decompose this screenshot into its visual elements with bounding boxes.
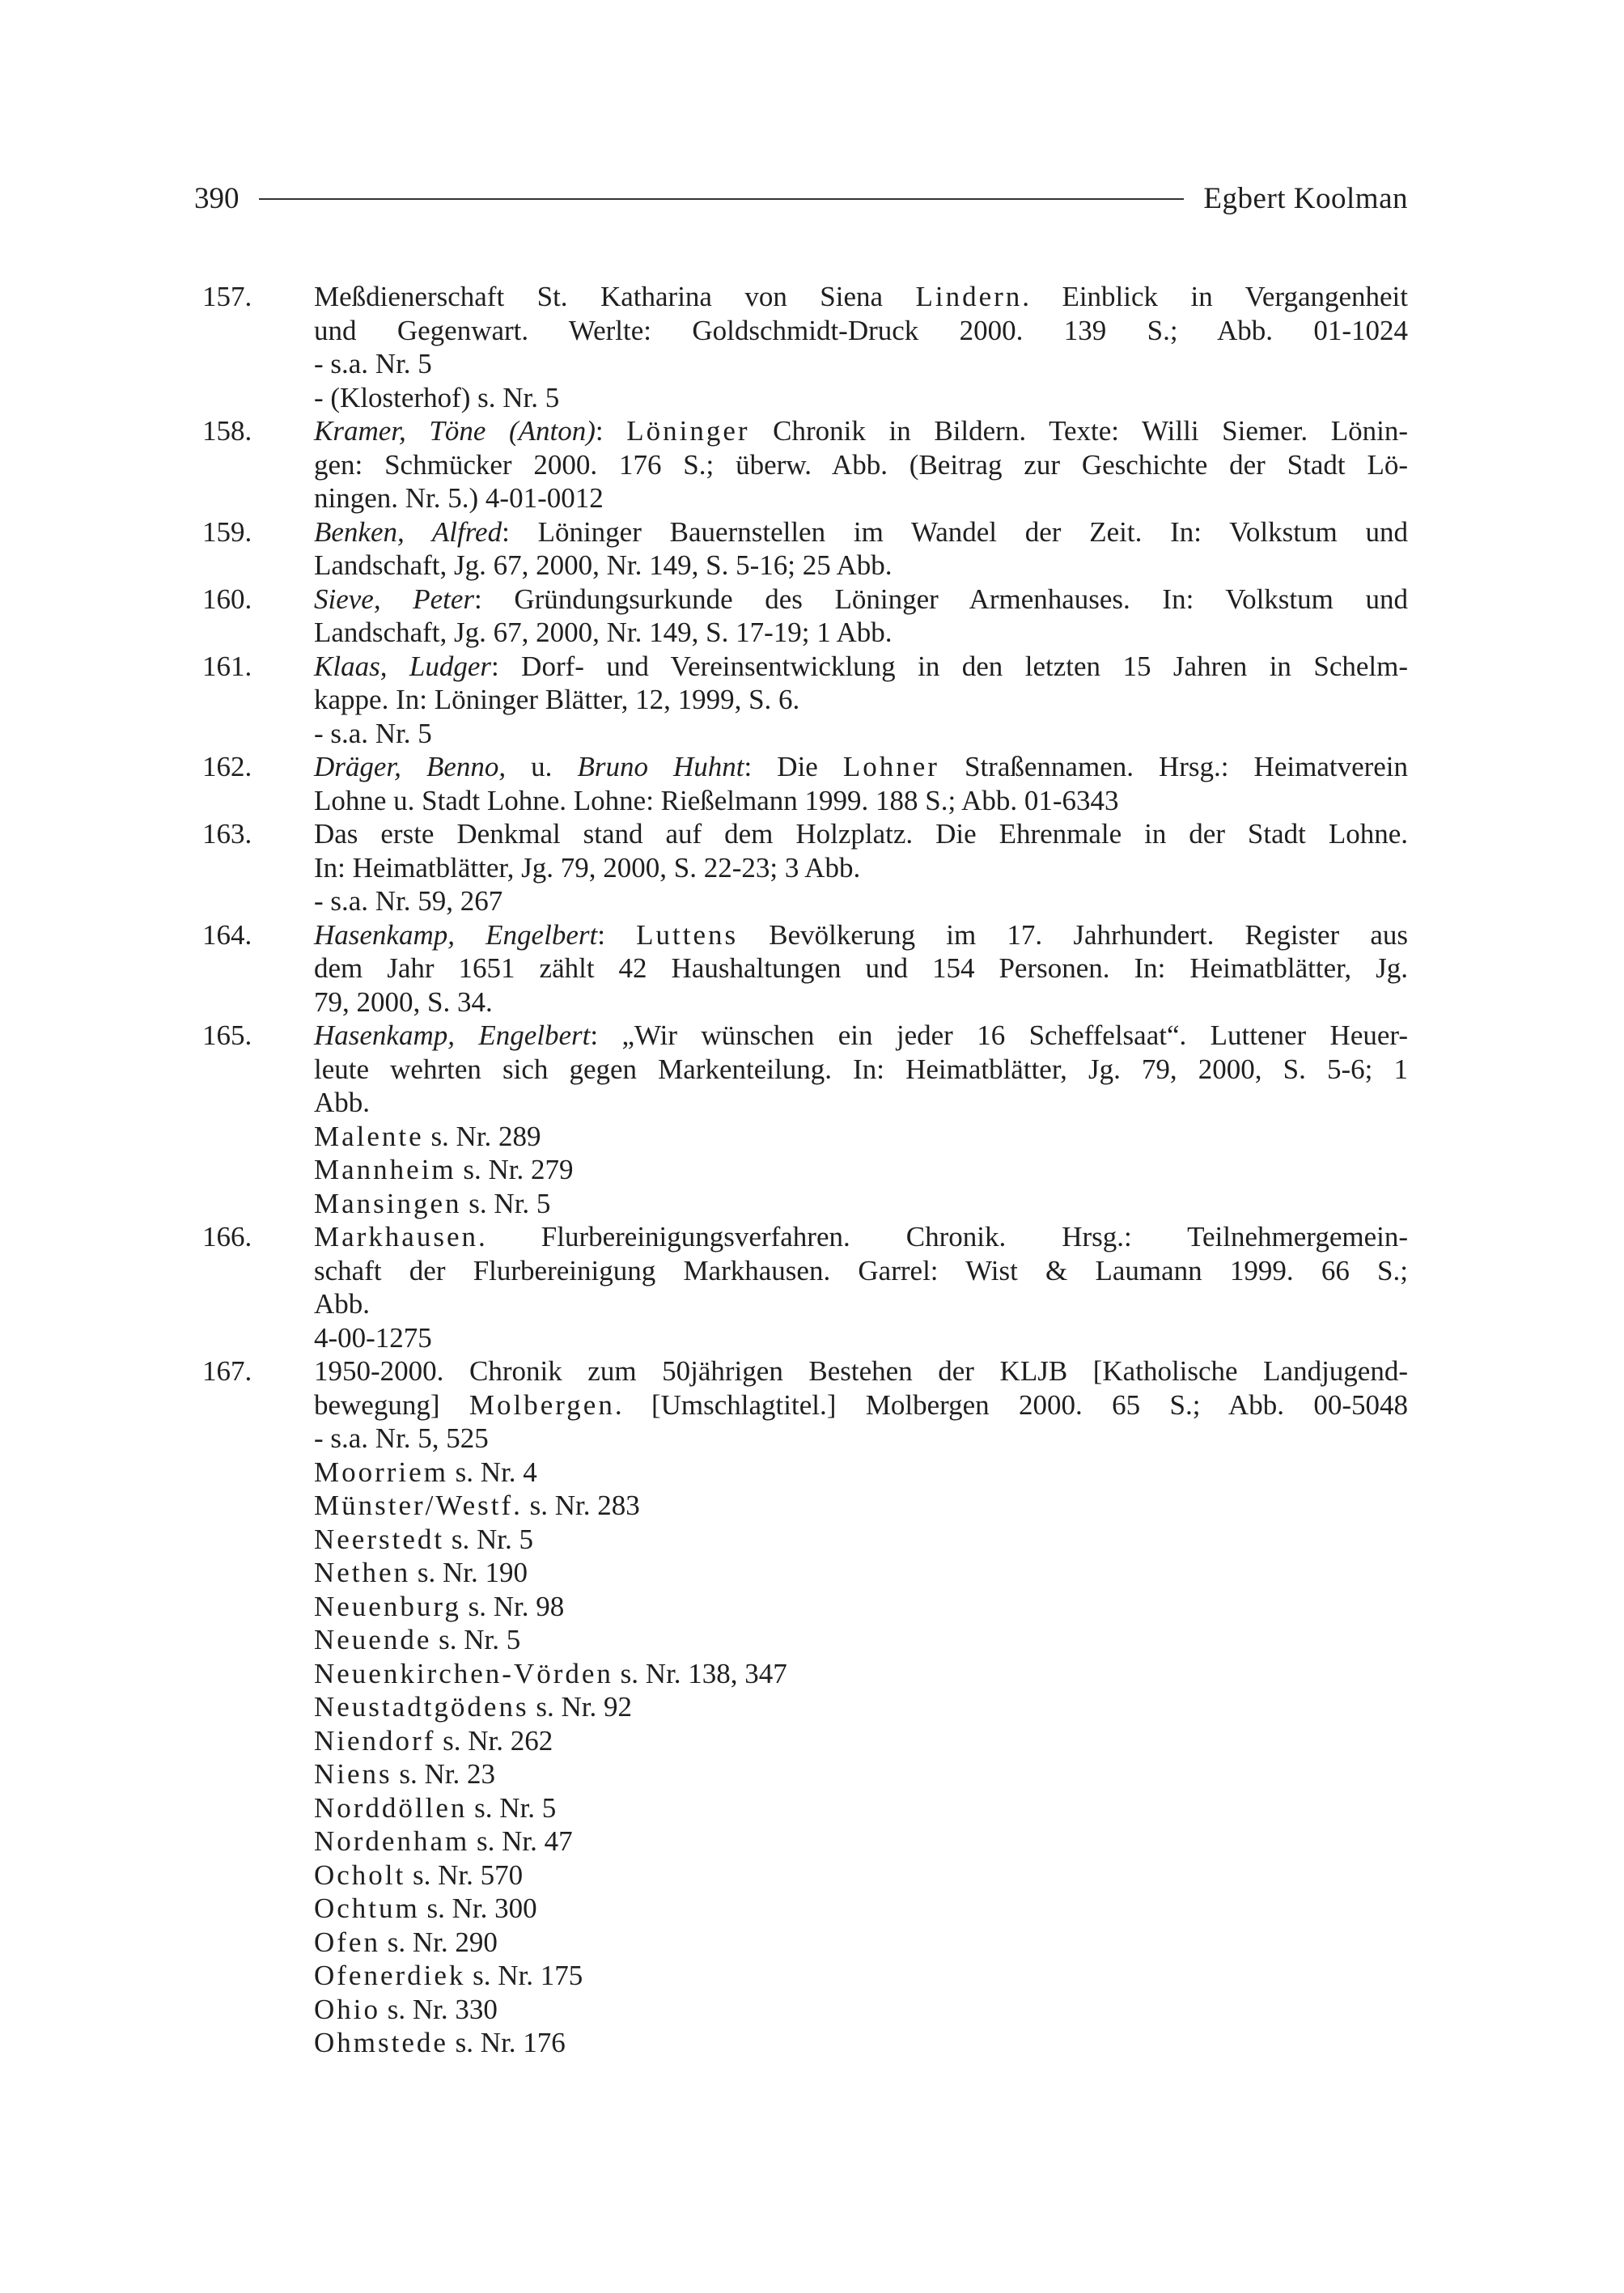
running-head-author: Egbert Koolman xyxy=(1203,181,1408,215)
place-name: Neuenkirchen-Vörden xyxy=(314,1657,613,1689)
place-cross-reference xyxy=(202,1926,1408,1960)
place-name: Löninger xyxy=(626,415,750,447)
text-line xyxy=(314,750,1408,784)
bibliography-entry xyxy=(202,650,1408,751)
text-line xyxy=(314,549,1408,583)
text-line xyxy=(314,1690,1408,1724)
place-cross-reference xyxy=(202,1456,1408,1490)
text-line xyxy=(314,683,1408,717)
text-line xyxy=(314,1993,1408,2027)
bibliography-entry xyxy=(202,817,1408,918)
bibliography-entry xyxy=(202,280,1408,414)
text-segment: Lohne u. Stadt Lohne. Lohne: Rießelmann 1999. 188 S.; Abb. 01-6343 xyxy=(314,784,1119,816)
text-line xyxy=(314,1657,1408,1691)
text-segment: s. Nr. 98 xyxy=(460,1590,565,1622)
entry-text xyxy=(314,918,1408,1019)
page-number: 390 xyxy=(194,181,240,215)
place-name: Niens xyxy=(314,1758,392,1790)
place-name: Lindern xyxy=(915,281,1023,312)
entry-text xyxy=(314,1019,1408,1120)
entry-text xyxy=(314,515,1408,583)
header-rule xyxy=(259,198,1185,200)
place-name: Ohmstede xyxy=(314,2027,448,2058)
entry-number: 165. xyxy=(202,1019,252,1051)
text-segment: s. Nr. 262 xyxy=(435,1724,553,1757)
text-line xyxy=(314,1053,1408,1087)
text-segment: . [Umschlagtitel.] Molbergen 2000. 65 S.; Abb. 00-5048 xyxy=(614,1388,1408,1421)
text-line xyxy=(314,280,1408,314)
text-segment: 4-00-1275 xyxy=(314,1321,432,1354)
text-segment: Landschaft, Jg. 67, 2000, Nr. 149, S. 5-16; 25 Abb. xyxy=(314,549,893,581)
text-line xyxy=(314,616,1408,650)
place-cross-reference xyxy=(202,1556,1408,1590)
text-line xyxy=(314,1287,1408,1321)
text-segment: 79, 2000, S. 34. xyxy=(314,985,493,1018)
place-cross-reference xyxy=(202,1959,1408,1993)
entry-text xyxy=(314,1825,1408,1859)
text-segment: : xyxy=(597,918,637,951)
entry-text xyxy=(314,1354,1408,1456)
text-segment: gen: Schmücker 2000. 176 S.; überw. Abb. (Beitrag zur Geschichte der Stadt Lö- xyxy=(314,448,1408,481)
text-line xyxy=(314,1757,1408,1791)
text-segment: schaft der Flurbereinigung Markhausen. Garrel: Wist & Laumann 1999. 66 S.; xyxy=(314,1254,1408,1286)
place-cross-reference xyxy=(202,1153,1408,1187)
text-line xyxy=(314,515,1408,549)
text-line xyxy=(314,1959,1408,1993)
page-header xyxy=(194,178,1408,218)
text-segment: 1950-2000. Chronik zum 50jährigen Bestehen der KLJB [Katholische Landjugend- xyxy=(314,1355,1408,1387)
entry-number: 159. xyxy=(202,515,252,548)
text-segment: - (Klosterhof) s. Nr. 5 xyxy=(314,381,560,413)
text-line xyxy=(314,1489,1408,1523)
entry-text xyxy=(314,1791,1408,1825)
place-name: Münster/Westf. xyxy=(314,1490,523,1521)
place-cross-reference xyxy=(202,1657,1408,1691)
entry-number: 157. xyxy=(202,281,252,312)
entry-text xyxy=(314,1456,1408,1490)
entry-text xyxy=(314,1657,1408,1691)
entry-text xyxy=(314,1120,1408,1154)
text-segment: Das erste Denkmal stand auf dem Holzplatz. Die Ehrenmale in der Stadt Lohne. xyxy=(314,818,1408,850)
text-segment: : xyxy=(595,415,627,447)
place-cross-reference xyxy=(202,1523,1408,1557)
entry-number: 161. xyxy=(202,650,252,682)
author-name: Klaas, Ludger xyxy=(314,650,492,682)
entry-text xyxy=(314,1724,1408,1758)
text-segment: s. Nr. 47 xyxy=(469,1825,573,1857)
text-segment: s. Nr. 175 xyxy=(465,1960,583,1991)
text-line xyxy=(314,817,1408,851)
place-cross-reference xyxy=(202,1892,1408,1926)
text-segment: s. Nr. 5 xyxy=(444,1523,533,1555)
author-name: Dräger, Benno, xyxy=(314,751,507,782)
text-line xyxy=(314,583,1408,617)
text-line xyxy=(314,1590,1408,1624)
bibliography-entry xyxy=(202,1220,1408,1354)
text-line xyxy=(314,1926,1408,1960)
text-segment: . Einblick in Vergangenheit xyxy=(1022,281,1408,312)
text-line xyxy=(314,1892,1408,1926)
entry-number: 160. xyxy=(202,583,252,615)
place-name: Ocholt xyxy=(314,1859,406,1891)
text-line xyxy=(314,650,1408,684)
text-segment: ningen. Nr. 5.) 4-01-0012 xyxy=(314,482,604,514)
text-segment: Abb. xyxy=(314,1288,371,1320)
entry-text xyxy=(314,1959,1408,1993)
text-line xyxy=(314,884,1408,918)
author-name: Benken, Alfred xyxy=(314,515,502,548)
text-segment: In: Heimatblätter, Jg. 79, 2000, S. 22-23; 3 Abb. xyxy=(314,851,861,884)
place-cross-reference xyxy=(202,1690,1408,1724)
text-segment: - s.a. Nr. 5, 525 xyxy=(314,1422,489,1454)
text-segment: - s.a. Nr. 5 xyxy=(314,717,432,749)
entry-text xyxy=(314,750,1408,817)
place-name: Molbergen xyxy=(469,1388,615,1421)
author-name: Hasenkamp, Engelbert xyxy=(314,918,598,951)
text-segment: kappe. In: Löninger Blätter, 12, 1999, S. 6. xyxy=(314,684,800,715)
text-line xyxy=(314,1825,1408,1859)
place-name: Neuende xyxy=(314,1624,432,1655)
place-name: Luttens xyxy=(636,918,739,951)
text-segment: s. Nr. 5 xyxy=(461,1187,551,1219)
entry-text xyxy=(314,1489,1408,1523)
text-line xyxy=(314,851,1408,885)
text-segment: s. Nr. 279 xyxy=(456,1154,574,1185)
entry-text xyxy=(314,1993,1408,2027)
text-line xyxy=(314,314,1408,348)
entry-text xyxy=(314,280,1408,414)
text-line xyxy=(314,1153,1408,1187)
text-line xyxy=(314,717,1408,751)
text-line xyxy=(314,1086,1408,1120)
text-line xyxy=(314,918,1408,952)
text-line xyxy=(314,1354,1408,1388)
text-segment: s. Nr. 176 xyxy=(447,2027,566,2058)
text-segment: und Gegenwart. Werlte: Goldschmidt-Druck 2000. 139 S.; Abb. 01-1024 xyxy=(314,314,1408,346)
text-line xyxy=(314,1220,1408,1254)
place-cross-reference xyxy=(202,2026,1408,2060)
text-segment: s. Nr. 138, 347 xyxy=(613,1657,787,1689)
text-segment: Chronik in Bildern. Texte: Willi Siemer. Lönin- xyxy=(749,415,1408,447)
place-name: Neustadtgödens xyxy=(314,1691,529,1723)
entry-text xyxy=(314,1523,1408,1557)
text-segment: Landschaft, Jg. 67, 2000, Nr. 149, S. 17-19; 1 Abb. xyxy=(314,617,893,648)
entry-text xyxy=(314,2026,1408,2060)
entry-text xyxy=(314,1556,1408,1590)
entry-text xyxy=(314,817,1408,918)
place-cross-reference xyxy=(202,1590,1408,1624)
text-line xyxy=(314,1791,1408,1825)
place-cross-reference xyxy=(202,1623,1408,1657)
text-line xyxy=(314,784,1408,818)
entry-number: 162. xyxy=(202,751,252,782)
text-segment: u. xyxy=(506,751,578,782)
place-name: Moorriem xyxy=(314,1456,448,1488)
bibliography-entry xyxy=(202,918,1408,1019)
text-segment: dem Jahr 1651 zählt 42 Haushaltungen und 154 Personen. In: Heimatblätter, Jg. xyxy=(314,952,1408,984)
bibliography-entry xyxy=(202,1354,1408,1456)
text-line xyxy=(314,448,1408,482)
entry-text xyxy=(314,1590,1408,1624)
text-segment: s. Nr. 5 xyxy=(467,1791,557,1824)
text-segment: : „Wir wünschen ein jeder 16 Scheffelsaat“. Luttener Heuer- xyxy=(590,1019,1408,1051)
author-name: Kramer, Töne (Anton) xyxy=(314,415,596,447)
text-segment: . Flurbereinigungsverfahren. Chronik. Hrsg.: Teilnehmergemein- xyxy=(478,1221,1408,1252)
text-line xyxy=(314,481,1408,515)
text-segment: - s.a. Nr. 5 xyxy=(314,348,432,379)
bibliography-entry xyxy=(202,515,1408,583)
place-name: Ofen xyxy=(314,1926,380,1958)
place-name: Lohner xyxy=(842,751,939,782)
place-cross-reference xyxy=(202,1825,1408,1859)
text-line xyxy=(314,985,1408,1019)
text-segment: s. Nr. 570 xyxy=(405,1859,524,1891)
text-segment: s. Nr. 300 xyxy=(419,1892,537,1924)
entry-text xyxy=(314,1859,1408,1892)
text-line xyxy=(314,1120,1408,1154)
text-segment: s. Nr. 4 xyxy=(447,1456,537,1488)
entry-text xyxy=(314,414,1408,515)
text-line xyxy=(314,414,1408,448)
place-name: Markhausen xyxy=(314,1221,479,1252)
text-segment: s. Nr. 5 xyxy=(431,1624,521,1655)
entry-text xyxy=(314,1623,1408,1657)
text-segment: Abb. xyxy=(314,1087,371,1118)
text-line xyxy=(314,381,1408,415)
entry-text xyxy=(314,583,1408,650)
place-name: Ochtum xyxy=(314,1892,420,1924)
text-segment: s. Nr. 23 xyxy=(392,1758,496,1790)
text-segment: : Löninger Bauernstellen im Wandel der Zeit. In: Volkstum und xyxy=(502,515,1408,548)
text-line xyxy=(314,1254,1408,1288)
place-name: Neerstedt xyxy=(314,1523,445,1555)
place-name: Niendorf xyxy=(314,1724,436,1757)
place-cross-reference xyxy=(202,1120,1408,1154)
place-name: Norddöllen xyxy=(314,1791,468,1824)
text-segment: bewegung] xyxy=(314,1388,469,1421)
place-cross-reference xyxy=(202,1859,1408,1892)
text-line xyxy=(314,347,1408,381)
text-segment: s. Nr. 92 xyxy=(528,1691,632,1723)
text-line xyxy=(314,1019,1408,1053)
text-line xyxy=(314,1187,1408,1221)
text-segment: s. Nr. 330 xyxy=(380,1993,498,2025)
place-name: Ohio xyxy=(314,1993,380,2025)
entry-text xyxy=(314,1690,1408,1724)
place-name: Mansingen xyxy=(314,1187,462,1219)
text-line xyxy=(314,1556,1408,1590)
place-cross-reference xyxy=(202,1724,1408,1758)
place-cross-reference xyxy=(202,1489,1408,1523)
text-segment: leute wehrten sich gegen Markenteilung. In: Heimatblätter, Jg. 79, 2000, S. 5-6; 1 xyxy=(314,1053,1408,1085)
text-segment: s. Nr. 190 xyxy=(410,1557,528,1588)
bibliography-entry xyxy=(202,1019,1408,1120)
entry-text xyxy=(314,1757,1408,1791)
text-segment: : Die xyxy=(744,751,843,782)
text-segment: s. Nr. 283 xyxy=(522,1490,640,1521)
place-name: Ofenerdiek xyxy=(314,1960,466,1991)
author-name: Bruno Huhnt xyxy=(577,751,744,782)
place-name: Nordenham xyxy=(314,1825,470,1857)
bibliography-entry xyxy=(202,414,1408,515)
text-segment: Straßennamen. Hrsg.: Heimatverein xyxy=(939,751,1409,782)
entry-text xyxy=(314,1220,1408,1354)
author-name: Hasenkamp, Engelbert xyxy=(314,1019,591,1051)
text-line xyxy=(314,1456,1408,1490)
text-line xyxy=(314,1388,1408,1422)
bibliography-list xyxy=(202,280,1408,2060)
entry-text xyxy=(314,1153,1408,1187)
entry-number: 158. xyxy=(202,415,252,447)
place-name: Mannheim xyxy=(314,1154,456,1185)
place-cross-reference xyxy=(202,1187,1408,1221)
text-line xyxy=(314,1422,1408,1456)
text-line xyxy=(314,1523,1408,1557)
text-line xyxy=(314,952,1408,985)
entry-number: 167. xyxy=(202,1355,252,1387)
place-name: Malente xyxy=(314,1120,424,1152)
author-name: Sieve, Peter xyxy=(314,583,475,615)
entry-number: 163. xyxy=(202,818,252,850)
text-line xyxy=(314,1623,1408,1657)
bibliography-entry xyxy=(202,583,1408,650)
entry-text xyxy=(314,1926,1408,1960)
place-cross-reference xyxy=(202,1791,1408,1825)
place-name: Neuenburg xyxy=(314,1590,461,1622)
entry-text xyxy=(314,650,1408,751)
text-segment: s. Nr. 289 xyxy=(423,1120,541,1152)
place-cross-reference xyxy=(202,1993,1408,2027)
entry-number: 166. xyxy=(202,1221,252,1252)
text-segment: : Dorf- und Vereinsentwicklung in den letzten 15 Jahren in Schelm- xyxy=(491,650,1409,682)
text-line xyxy=(314,1321,1408,1355)
text-line xyxy=(314,1724,1408,1758)
entry-number: 164. xyxy=(202,918,252,951)
text-segment: s. Nr. 290 xyxy=(379,1926,498,1958)
entry-text xyxy=(314,1187,1408,1221)
entry-text xyxy=(314,1892,1408,1926)
text-segment: : Gründungsurkunde des Löninger Armenhauses. In: Volkstum und xyxy=(474,583,1408,615)
text-segment: Bevölkerung im 17. Jahrhundert. Register aus xyxy=(738,918,1408,951)
text-line xyxy=(314,1859,1408,1892)
text-segment: - s.a. Nr. 59, 267 xyxy=(314,885,503,917)
text-line xyxy=(314,2026,1408,2060)
place-name: Nethen xyxy=(314,1557,411,1588)
text-segment: Meßdienerschaft St. Katharina von Siena xyxy=(314,281,916,312)
bibliography-entry xyxy=(202,750,1408,817)
place-cross-reference xyxy=(202,1757,1408,1791)
